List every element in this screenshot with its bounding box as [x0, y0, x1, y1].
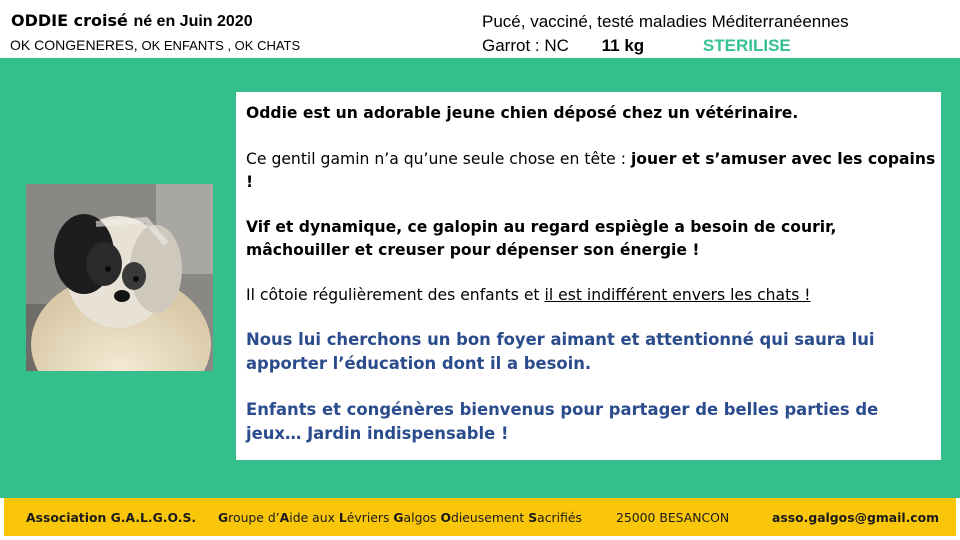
personality-highlight: jouer et s’amuser avec les copains ! — [246, 150, 936, 191]
description-card — [236, 92, 941, 460]
initial-l: L — [338, 510, 347, 525]
compat-congeneres: OK CONGENERES, — [10, 37, 138, 53]
word-galgos: algos — [403, 510, 441, 525]
association-email[interactable]: asso.galgos@gmail.com — [772, 510, 940, 525]
sterilise-badge: STERILISE — [702, 36, 791, 55]
kids-text: Il côtoie régulièrement des enfants et — [246, 286, 545, 304]
health-info: Pucé, vacciné, testé maladies Méditerranéennes — [482, 12, 849, 31]
word-sacrifies: acrifiés — [537, 510, 582, 525]
initial-o: O — [440, 510, 451, 525]
initial-g1: G — [218, 510, 229, 525]
dog-photo — [26, 184, 213, 371]
home-search-paragraph: Nous lui cherchons un bon foyer aimant et attentionné qui saura lui apporter l’éducation dont il a besoin. — [246, 330, 875, 373]
personality-text: Ce gentil gamin n’a qu’une seule chose en tête : — [246, 150, 631, 168]
cats-text: il est indifférent envers les chats ! — [544, 286, 811, 304]
word-groupe: roupe d’ — [228, 510, 280, 525]
word-odieusement: dieusement — [450, 510, 529, 525]
dog-name: ODDIE — [11, 11, 69, 30]
intro-paragraph: Oddie est un adorable jeune chien déposé chez un vétérinaire. — [246, 104, 799, 122]
word-levriers: évriers — [346, 510, 394, 525]
header-bar — [0, 0, 960, 58]
dog-breed: croisé — [73, 11, 128, 30]
dog-title — [11, 11, 253, 31]
compat-enfants-chats: OK ENFANTS , OK CHATS — [141, 38, 301, 53]
garden-paragraph: Enfants et congénères bienvenus pour partager de belles parties de jeux… Jardin indispensable ! — [246, 400, 879, 443]
association-name: Association G.A.L.G.O.S. — [26, 510, 197, 525]
initial-a: A — [279, 510, 290, 525]
personality-paragraph — [246, 148, 936, 194]
cats-kids-paragraph — [246, 284, 936, 307]
dog-compatibility — [10, 37, 300, 53]
dog-birth: né en Juin 2020 — [133, 13, 253, 30]
association-city: 25000 BESANCON — [616, 510, 730, 525]
initial-s: S — [528, 510, 538, 525]
association-full-name — [218, 510, 582, 525]
energy-paragraph: Vif et dynamique, ce galopin au regard espiègle a besoin de courir, mâchouiller et creuser pour dépenser son énergie ! — [246, 218, 837, 259]
initial-g2: G — [393, 510, 404, 525]
garrot: Garrot : NC — [482, 36, 569, 55]
word-aide: ide aux — [289, 510, 339, 525]
weight: 11 kg — [601, 36, 645, 55]
association-footer — [4, 498, 956, 536]
size-info — [482, 36, 791, 56]
